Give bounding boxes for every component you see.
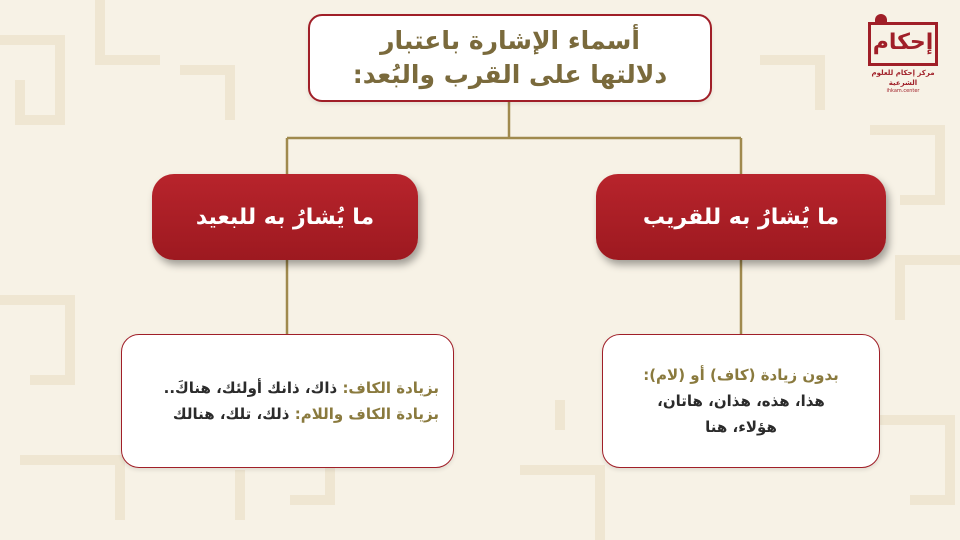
- logo-subtitle: مركز إحكام للعلوم الشرعية: [871, 69, 935, 87]
- near-heading: بدون زيادة (كاف) أو (لام):: [643, 366, 839, 384]
- far-row-2-items: ذلك، تلك، هنالك: [172, 405, 295, 423]
- far-row-1-prefix: بزيادة الكاف:: [342, 379, 439, 397]
- logo-mark: [868, 22, 938, 66]
- far-row-1-items: ذاك، ذانك أولئك، هناكَ..: [163, 379, 343, 397]
- logo-subtitle-2: ihkam.center: [886, 88, 920, 94]
- near-detail-box: [602, 334, 880, 468]
- near-branch-label: ما يُشارُ به للقريب: [642, 204, 840, 230]
- logo-name: إحكام: [872, 30, 934, 55]
- title-box: [308, 14, 712, 102]
- far-detail-box: [121, 334, 454, 468]
- near-branch-node: [596, 174, 886, 260]
- title-line-1: أسماء الإشارة باعتبار: [380, 26, 640, 55]
- far-branch-node: [152, 174, 418, 260]
- near-line-1: هذا، هذه، هذان، هاتان،: [657, 392, 825, 410]
- far-row-1: [136, 375, 439, 401]
- title-line-2: دلالتها على القرب والبُعد:: [352, 60, 668, 89]
- near-line-2: هؤلاء، هنا: [705, 418, 777, 436]
- far-branch-label: ما يُشارُ به للبعيد: [195, 204, 375, 230]
- far-row-2: [136, 401, 439, 427]
- logo: [866, 22, 940, 94]
- dome-icon: [875, 14, 887, 24]
- far-row-2-prefix: بزيادة الكاف واللام:: [294, 405, 439, 423]
